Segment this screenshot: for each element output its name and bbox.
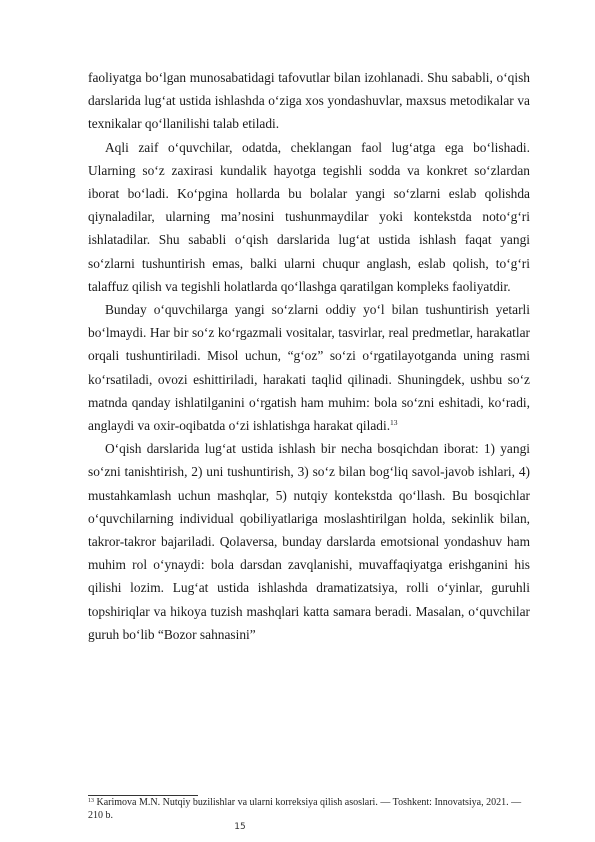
- paragraph-1: [88, 66, 530, 136]
- paragraph-4-text: O‘qish darslarida lug‘at ustida ishlash bir necha bosqichdan iborat: 1) yangi so‘zni tanishtirish, 2) uni tushuntirish, 3) so‘z bilan bog‘liq savol-javob ishlari, 4) mustahkamlash uchun mashqlar, 5) nutqiy kontekstda qo‘llash. Bu bosqichlar o‘quvchilarning individual qobiliyatlariga moslashtirilgan holda, sekinlik bilan, takror-takror bajariladi. Qolaversa, bunday darslarda emotsional yondashuv ham muhim rol o‘ynaydi: bola darsdan zavqlanishi, muvaffaqiyatga erishganini his qilishi lozim. Lug‘at ustida ishlashda dramatizatsiya, rolli o‘yinlar, guruhli topshiriqlar va hikoya tuzish mashqlari katta samara beradi. Masalan, o‘quvchilar guruh bo‘lib “Bozor sahnasini”: [88, 441, 530, 642]
- page-body: [88, 66, 530, 646]
- footnote-divider: [88, 795, 198, 796]
- paragraph-1-text: faoliyatga bo‘lgan munosabatidagi tafovutlar bilan izohlanadi. Shu sababli, o‘qish darslarida lug‘at ustida ishlashda o‘ziga xos yondashuvlar, maxsus metodikalar va texnikalar qo‘llanilishi talab etiladi.: [88, 70, 530, 132]
- paragraph-2: [88, 136, 530, 298]
- footnote-number: 13: [88, 798, 94, 804]
- footnote: [88, 797, 530, 822]
- footnote-text: Karimova M.N. Nutqiy buzilishlar va ularni korreksiya qilish asoslari. — Toshkent: Innovatsiya, 2021. — 210 b.: [88, 797, 522, 821]
- paragraph-3: [88, 298, 530, 437]
- paragraph-4: [88, 437, 530, 646]
- page-number: 15: [234, 822, 246, 832]
- paragraph-3-text: Bunday o‘quvchilarga yangi so‘zlarni oddiy yo‘l bilan tushuntirish yetarli bo‘lmaydi. Har bir so‘z ko‘rgazmali vositalar, tasvirlar, real predmetlar, harakatlar orqali tushuntiriladi. Misol uchun, “g‘oz” so‘zi o‘rgatilayotganda uning rasmi ko‘rsatiladi, ovozi eshittiriladi, harakati taqlid qilinadi. Shuningdek, ushbu so‘z matnda qanday ishlatilganini o‘rgatish ham muhim: bola so‘zni eshitadi, ko‘radi, anglaydi va oxir-oqibatda o‘zi ishlatishga harakat qiladi.: [88, 302, 530, 434]
- footnote-reference[interactable]: 13: [390, 418, 398, 428]
- paragraph-2-text: Aqli zaif o‘quvchilar, odatda, cheklangan faol lug‘atga ega bo‘lishadi. Ularning so‘z zaxirasi kundalik hayotga tegishli sodda va konkret so‘zlardan iborat bo‘ladi. Ko‘pgina hollarda bu bolalar yangi so‘zlarni eslab qolishda qiynaladilar, ularning ma’nosini tushunmaydilar yoki kontekstda noto‘g‘ri ishlatadilar. Shu sababli o‘qish darslarida lug‘at ustida ishlash faqat yangi so‘zlarni tushuntirish emas, balki ularni chuqur anglash, eslab qolish, to‘g‘ri talaffuz qilish va tegishli holatlarda qo‘llashga qaratilgan kompleks faoliyatdir.: [88, 139, 530, 294]
